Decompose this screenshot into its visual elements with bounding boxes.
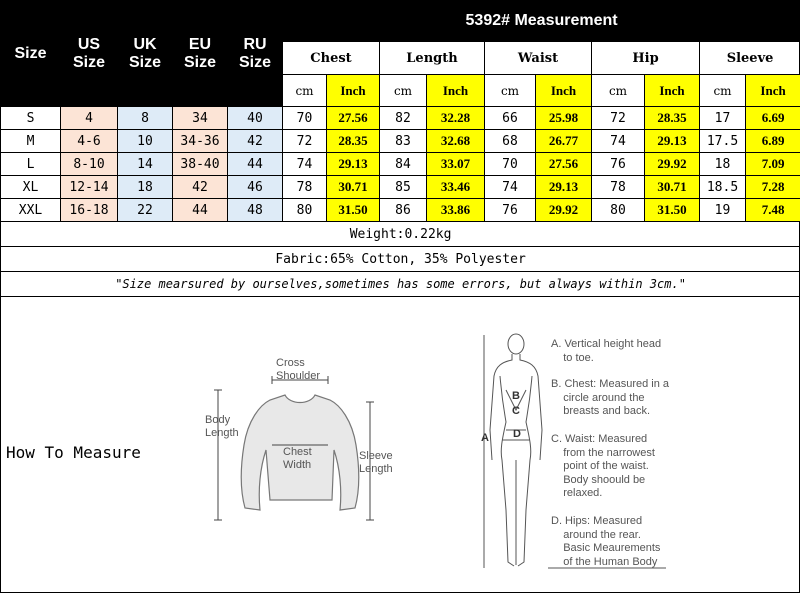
unit-inch: Inch [746,75,800,107]
header-size: Size [1,1,61,107]
group-waist: Waist [485,42,592,75]
group-length: Length [380,42,485,75]
inch-value-cell: 28.35 [327,130,380,153]
unit-cm: cm [380,75,427,107]
instruction-c: C. Waist: Measured from the narrowest point of the waist. Body shoould be relaxed. [551,433,655,499]
marker-c: C [512,405,520,417]
inch-value-cell: 33.07 [427,153,485,176]
cm-value-cell: 74 [592,130,645,153]
cm-value-cell: 80 [283,199,327,222]
unit-cm: cm [700,75,746,107]
size-cell: L [1,153,61,176]
header-eu-size: EU Size [173,1,228,107]
cm-value-cell: 72 [592,107,645,130]
cm-value-cell: 76 [592,153,645,176]
header-ru-size: RU Size [228,1,283,107]
inch-value-cell: 29.92 [536,199,592,222]
uk-size-cell: 22 [118,199,173,222]
inch-value-cell: 7.28 [746,176,800,199]
uk-size-cell: 14 [118,153,173,176]
inch-value-cell: 28.35 [645,107,700,130]
instruction-b: B. Chest: Measured in a circle around the breasts and back. [551,378,670,417]
cm-value-cell: 18.5 [700,176,746,199]
size-row [1,153,800,176]
cm-value-cell: 19 [700,199,746,222]
unit-cm: cm [485,75,536,107]
size-row [1,130,800,153]
size-cell: XXL [1,199,61,222]
cm-value-cell: 66 [485,107,536,130]
ru-size-cell: 46 [228,176,283,199]
chest-width-label: Chest Width [283,446,312,471]
cm-value-cell: 17 [700,107,746,130]
group-sleeve: Sleeve [700,42,800,75]
cm-value-cell: 82 [380,107,427,130]
inch-value-cell: 26.77 [536,130,592,153]
size-row [1,107,800,130]
inch-value-cell: 25.98 [536,107,592,130]
cm-value-cell: 76 [485,199,536,222]
size-cell: M [1,130,61,153]
instruction-a: A. Vertical height head to toe. [551,338,662,364]
inch-value-cell: 7.09 [746,153,800,176]
inch-value-cell: 29.92 [645,153,700,176]
inch-value-cell: 33.86 [427,199,485,222]
eu-size-cell: 42 [173,176,228,199]
measurement-note: "Size mearsured by ourselves,sometimes has some errors, but always within 3cm." [1,272,800,297]
inch-value-cell: 30.71 [645,176,700,199]
cm-value-cell: 18 [700,153,746,176]
eu-size-cell: 34-36 [173,130,228,153]
eu-size-cell: 34 [173,107,228,130]
marker-a: A [481,432,489,444]
header-uk-size: UK Size [118,1,173,107]
ru-size-cell: 48 [228,199,283,222]
cm-value-cell: 70 [283,107,327,130]
us-size-cell: 8-10 [61,153,118,176]
size-cell: S [1,107,61,130]
sleeve-length-label: Sleeve Length [359,450,393,475]
inch-value-cell: 27.56 [327,107,380,130]
instruction-underline [548,566,668,570]
uk-size-cell: 8 [118,107,173,130]
inch-value-cell: 32.68 [427,130,485,153]
header-us-size: US Size [61,1,118,107]
inch-value-cell: 31.50 [327,199,380,222]
size-cell: XL [1,176,61,199]
cm-value-cell: 86 [380,199,427,222]
cm-value-cell: 84 [380,153,427,176]
inch-value-cell: 29.13 [536,176,592,199]
unit-inch: Inch [536,75,592,107]
inch-value-cell: 29.13 [645,130,700,153]
inch-value-cell: 6.69 [746,107,800,130]
inch-value-cell: 31.50 [645,199,700,222]
cross-shoulder-label: Cross Shoulder [276,357,321,382]
us-size-cell: 4 [61,107,118,130]
body-length-label: Body Length [205,414,239,439]
how-to-measure-label: How To Measure [6,443,141,462]
cm-value-cell: 78 [283,176,327,199]
instruction-d: D. Hips: Measured around the rear. Basic Meaurements of the Human Body [551,515,661,568]
marker-b: B [512,390,520,402]
us-size-cell: 4-6 [61,130,118,153]
cm-value-cell: 85 [380,176,427,199]
cm-value-cell: 83 [380,130,427,153]
fabric-info: Fabric:65% Cotton, 35% Polyester [1,247,800,272]
cm-value-cell: 74 [283,153,327,176]
us-size-cell: 16-18 [61,199,118,222]
inch-value-cell: 32.28 [427,107,485,130]
measurement-title: 5392# Measurement [283,1,800,42]
group-chest: Chest [283,42,380,75]
ru-size-cell: 40 [228,107,283,130]
inch-value-cell: 6.89 [746,130,800,153]
unit-cm: cm [592,75,645,107]
cm-value-cell: 78 [592,176,645,199]
eu-size-cell: 44 [173,199,228,222]
unit-inch: Inch [327,75,380,107]
cm-value-cell: 70 [485,153,536,176]
unit-cm: cm [283,75,327,107]
ru-size-cell: 42 [228,130,283,153]
inch-value-cell: 27.56 [536,153,592,176]
inch-value-cell: 29.13 [327,153,380,176]
body-diagram [478,330,548,575]
cm-value-cell: 68 [485,130,536,153]
group-hip: Hip [592,42,700,75]
uk-size-cell: 10 [118,130,173,153]
weight-info: Weight:0.22kg [1,222,800,247]
marker-d: D [513,428,521,440]
cm-value-cell: 74 [485,176,536,199]
unit-inch: Inch [427,75,485,107]
inch-value-cell: 30.71 [327,176,380,199]
size-row [1,176,800,199]
uk-size-cell: 18 [118,176,173,199]
size-row [1,199,800,222]
eu-size-cell: 38-40 [173,153,228,176]
cm-value-cell: 17.5 [700,130,746,153]
cm-value-cell: 72 [283,130,327,153]
cm-value-cell: 80 [592,199,645,222]
inch-value-cell: 33.46 [427,176,485,199]
ru-size-cell: 44 [228,153,283,176]
us-size-cell: 12-14 [61,176,118,199]
unit-inch: Inch [645,75,700,107]
inch-value-cell: 7.48 [746,199,800,222]
